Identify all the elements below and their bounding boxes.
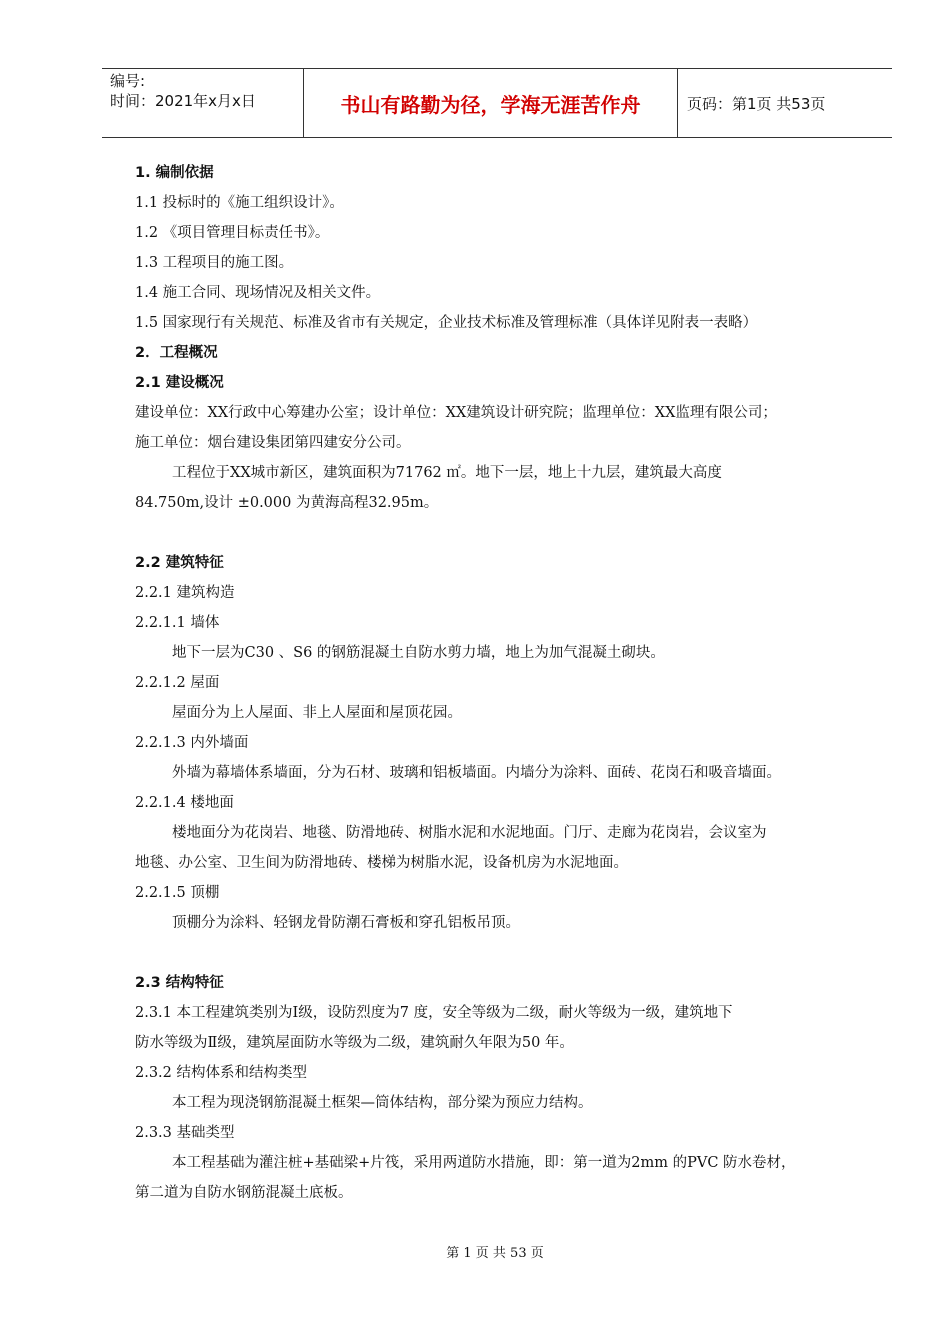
subsection-heading: 2.2 建筑特征 bbox=[135, 555, 224, 571]
paragraph-line: 本工程为现浇钢筋混凝土框架—筒体结构，部分梁为预应力结构。 bbox=[172, 1095, 593, 1111]
paragraph-line: 1.3 工程项目的施工图。 bbox=[135, 255, 294, 271]
paragraph-line: 2.3.2 结构体系和结构类型 bbox=[135, 1065, 308, 1081]
paragraph-line: 防水等级为Ⅱ级，建筑屋面防水等级为二级，建筑耐久年限为50 年。 bbox=[135, 1035, 574, 1051]
paragraph-line: 第二道为自防水钢筋混凝土底板。 bbox=[135, 1185, 353, 1201]
paragraph-line: 2.2.1.3 内外墙面 bbox=[135, 735, 249, 751]
subsection-heading: 2.1 建设概况 bbox=[135, 375, 224, 391]
header-motto: 书山有路勤为径，学海无涯苦作舟 bbox=[304, 69, 678, 137]
paragraph-line: 84.750m,设计 ±0.000 为黄海高程32.95m。 bbox=[135, 495, 439, 511]
page-footer: 第 1 页 共 53 页 bbox=[446, 1246, 544, 1261]
paragraph-line: 2.2.1.4 楼地面 bbox=[135, 795, 234, 811]
section-heading: 2．工程概况 bbox=[135, 345, 218, 361]
paragraph-line: 外墙为幕墙体系墙面，分为石材、玻璃和铝板墙面。内墙分为涂料、面砖、花岗石和吸音墙面。 bbox=[172, 765, 781, 781]
paragraph-line: 本工程基础为灌注桩+基础梁+片筏，采用两道防水措施，即：第一道为2mm 的PVC 防水卷材， bbox=[172, 1155, 796, 1171]
paragraph-line: 工程位于XX城市新区，建筑面积为71762 ㎡。地下一层，地上十九层，建筑最大高度 bbox=[172, 465, 722, 481]
paragraph-line: 2.3.3 基础类型 bbox=[135, 1125, 235, 1141]
paragraph-line: 1.4 施工合同、现场情况及相关文件。 bbox=[135, 285, 381, 301]
paragraph-line: 2.2.1.2 屋面 bbox=[135, 675, 220, 691]
paragraph-line: 1.2 《项目管理目标责任书》。 bbox=[135, 225, 330, 241]
paragraph-line: 2.2.1 建筑构造 bbox=[135, 585, 235, 601]
document-body bbox=[135, 158, 875, 1208]
number-label: 编号: bbox=[110, 72, 146, 90]
header-meta bbox=[102, 69, 304, 137]
paragraph-line: 1.1 投标时的《施工组织设计》。 bbox=[135, 195, 344, 211]
paragraph-line: 地下一层为C30 、S6 的钢筋混凝土自防水剪力墙，地上为加气混凝土砌块。 bbox=[172, 645, 665, 661]
page-header bbox=[102, 68, 892, 138]
paragraph-line: 2.3.1 本工程建筑类别为Ⅰ级，设防烈度为7 度，安全等级为二级，耐火等级为一级，建筑地下 bbox=[135, 1005, 733, 1021]
paragraph-line: 顶棚分为涂料、轻钢龙骨防潮石膏板和穿孔铝板吊顶。 bbox=[172, 915, 520, 931]
spacer bbox=[135, 518, 875, 548]
paragraph-line: 1.5 国家现行有关规范、标准及省市有关规定，企业技术标准及管理标准（具体详见附表一表略） bbox=[135, 315, 758, 331]
spacer bbox=[135, 938, 875, 968]
paragraph-line: 2.2.1.5 顶棚 bbox=[135, 885, 220, 901]
paragraph-line: 建设单位：XX行政中心筹建办公室；设计单位：XX建筑设计研究院；监理单位：XX监理有限公司； bbox=[135, 405, 777, 421]
paragraph-line: 屋面分为上人屋面、非上人屋面和屋顶花园。 bbox=[172, 705, 462, 721]
time-label: 时间：2021年x月x日 bbox=[110, 92, 256, 110]
paragraph-line: 地毯、办公室、卫生间为防滑地砖、楼梯为树脂水泥，设备机房为水泥地面。 bbox=[135, 855, 628, 871]
section-heading: 1. 编制依据 bbox=[135, 165, 214, 181]
paragraph-line: 施工单位：烟台建设集团第四建安分公司。 bbox=[135, 435, 411, 451]
paragraph-line: 楼地面分为花岗岩、地毯、防滑地砖、树脂水泥和水泥地面。门厅、走廊为花岗岩，会议室为 bbox=[172, 825, 767, 841]
header-page-code: 页码：第1页 共53页 bbox=[687, 94, 826, 113]
paragraph-line: 2.2.1.1 墙体 bbox=[135, 615, 220, 631]
subsection-heading: 2.3 结构特征 bbox=[135, 975, 224, 991]
